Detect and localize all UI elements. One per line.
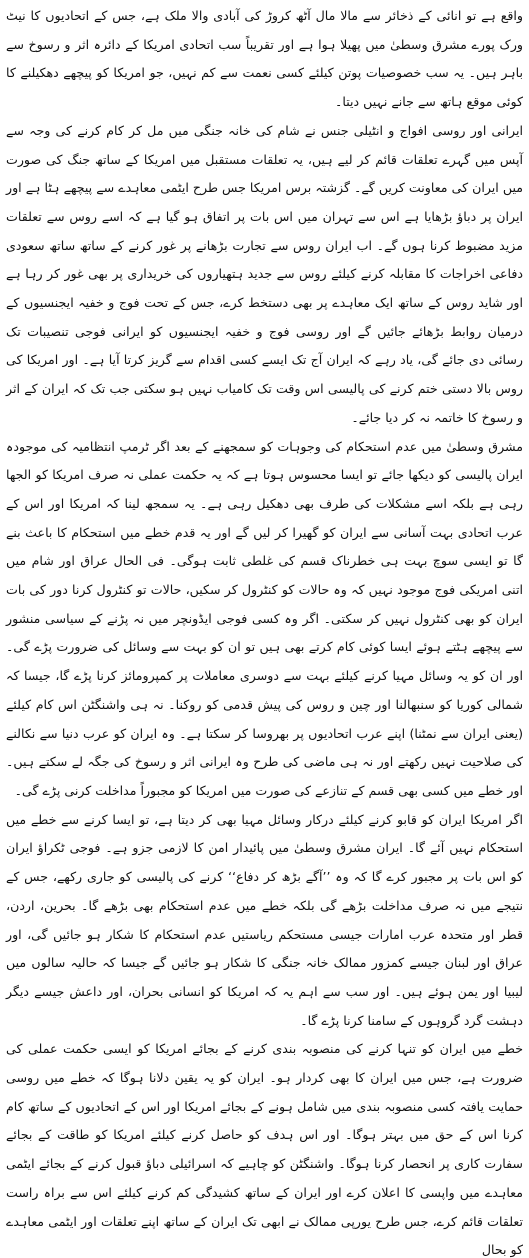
article-paragraph: اگر امریکا ایران کو قابو کرنے کیلئے درکار وسائل مہیا بھی کر دیتا ہے، تو ایسا کرنے سے خطے میں استحکام نہیں آئے گا۔ ایران مشرق وسطیٰ میں پائیدار امن کا لازمی جزو ہے۔ فوجی ٹکراؤ ایران کو اس بات پر مجبور کرے گا کہ وہ ’’آگے بڑھ کر دفاع‘‘ کرنے کی پالیسی کو جاری رکھے، جس کے نتیجے میں نہ صرف مداخلت بڑھے گی بلکہ خطے میں عدم استحکام بھی بڑھے گا۔ بحرین، اردن، قطر اور متحدہ عرب امارات جیسی مستحکم ریاستیں عدم استحکام کا شکار ہو جائیں گی، اور عراق اور لبنان جیسے کمزور ممالک خانہ جنگی کا شکار ہو جائیں گے جیسا کہ حالیہ سالوں میں لیبیا اور یمن ہوئے ہیں۔ اور سب سے اہم یہ کہ امریکا کو انسانی بحران، اور داعش جیسے دیگر دہشت گرد گروہوں کے سامنا کرنا پڑے گا۔ bbox=[6, 811, 523, 1028]
article-paragraph: واقع ہے تو انائی کے ذخائر سے مالا مال آٹھ کروڑ کی آبادی والا ملک ہے، جس کے اتحادیوں کا نیٹ ورک پورے مشرق وسطیٰ میں پھیلا ہوا ہے اور تقریباً سب اتحادی امریکا کے دائرہ اثر و رسوخ سے باہر ہیں۔ یہ سب خصوصیات پوتن کیلئے کسی نعمت سے کم نہیں، جو امریکا کو پیچھے دھکیلنے کا کوئی موقع ہاتھ سے جانے نہیں دیتا۔ bbox=[6, 8, 523, 110]
article-paragraph: خطے میں ایران کو تنہا کرنے کی منصوبہ بندی کرنے کے بجائے امریکا کو ایسی حکمت عملی کی ضرورت ہے، جس میں ایران کا بھی کردار ہو۔ ایران کو یہ یقین دلانا ہوگا کہ خطے میں روسی حمایت یافتہ کسی منصوبہ بندی میں شامل ہونے کے بجائے امریکا اور اس کے اتحادیوں کے ساتھ کام کرنا اس کے حق میں بہتر ہوگا۔ اور اس ہدف کو حاصل کرنے کیلئے امریکا کو طاقت کے بجائے سفارت کاری پر انحصار کرنا ہوگا۔ واشنگٹن کو چاہیے کہ اسرائیلی دباؤ قبول کرنے کے بجائے ایٹمی معاہدے میں واپسی کا اعلان کرے اور ایران کے ساتھ کشیدگی کم کرنے کیلئے اس سے براہ راست تعلقات قائم کرے، جس طرح یورپی ممالک نے ابھی تک ایران کے ساتھ اپنے تعلقات اور ایٹمی معاہدے کو بحال bbox=[6, 1041, 523, 1258]
article-paragraph: مشرق وسطیٰ میں عدم استحکام کی وجوہات کو سمجھنے کے بعد اگر ٹرمپ انتظامیہ کی موجودہ ایران پالیسی کو دیکھا جائے تو ایسا محسوس ہوتا ہے کہ یہ حکمت عملی نہ صرف امریکا کو الجھا رہی ہے بلکہ اسے مشکلات کی طرف بھی دھکیل رہی ہے۔ یہ سمجھ لینا کہ امریکا اور اس کے عرب اتحادی بہت آسانی سے ایران کو گھیرا کر لیں گے اور یہ قدم خطے میں استحکام کا باعث بنے گا تو ایسی سوچ بہت ہی خطرناک قسم کی غلطی ثابت ہوگی۔ فی الحال عراق اور شام میں اتنی امریکی فوج موجود نہیں کہ وہ حالات کو کنٹرول کر سکیں، حالات تو کنٹرول کرنا دور کی بات ایران کو بھی کنٹرول نہیں کر سکتی۔ اگر وہ کسی فوجی ایڈونچر میں نہ پڑنے کے سیاسی منشور سے پیچھے ہٹتے ہوئے ایسا کوئی کام کرتے بھی ہیں تو ان کو بہت سے وسائل کی ضرورت پڑے گی۔ اور ان کو یہ وسائل مہیا کرنے کیلئے بہت سے دوسری معاملات پر کمپرومائز کرنا پڑے گا، جیسا کہ شمالی کوریا کو سنبھالنا اور چین و روس کی پیش قدمی کو روکنا۔ نہ ہی واشنگٹن اس کام کیلئے (یعنی ایران سے نمٹنا) اپنے عرب اتحادیوں پر بھروسا کر سکتا ہے۔ وہ ایران کو عرب دنیا سے نکالنے کی صلاحیت نہیں رکھتے اور نہ ہی ماضی کی طرح وہ ایرانی اثر و رسوخ کی جگہ لے سکتے ہیں۔ اور خطے میں کسی بھی قسم کے تنازعے کی صورت میں امریکا کو مجبوراً مداخلت کرنی پڑے گی۔ bbox=[6, 438, 523, 798]
article-paragraph: ایرانی اور روسی افواج و انٹیلی جنس نے شام کی خانہ جنگی میں مل کر کام کرنے کی وجہ سے آپس میں گہرے تعلقات قائم کر لیے ہیں، یہ تعلقات مستقبل میں امریکا کے ساتھ جنگ کی صورت میں ایران کی معاونت کریں گے۔ گزشتہ برس امریکا جس طرح ایٹمی معاہدے سے پیچھے ہٹا ہے اور ایران پر دباؤ بڑھایا ہے اس سے تہران میں اس بات پر اتفاق ہو گیا ہے کہ اسے روس سے تعلقات مزید مضبوط کرنا ہوں گے۔ اب ایران روس سے تجارت بڑھانے پر غور کرنے کے ساتھ ساتھ سعودی دفاعی اخراجات کا مقابلہ کرنے کیلئے روس سے جدید ہتھیاروں کی خریداری پر بھی غور کر رہا ہے اور شاید روس کے ساتھ ایک معاہدے پر بھی دستخط کرے، جس کے تحت فوج و خفیہ ایجنسیوں کے درمیان روابط بڑھائے جائیں گے اور روسی فوج و خفیہ ایجنسیوں کو ایرانی فوجی تنصیبات تک رسائی دی جائے گی، یاد رہے کہ ایران آج تک ایسے کسی اقدام سے گریز کرتا آیا ہے۔ اور امریکا کی روس بالا دستی ختم کرنے کی پالیسی اس وقت تک کامیاب نہیں ہو سکتی جب تک کہ ایران کے اثر و رسوخ کا خاتمہ نہ کر دیا جائے۔ bbox=[6, 122, 523, 425]
